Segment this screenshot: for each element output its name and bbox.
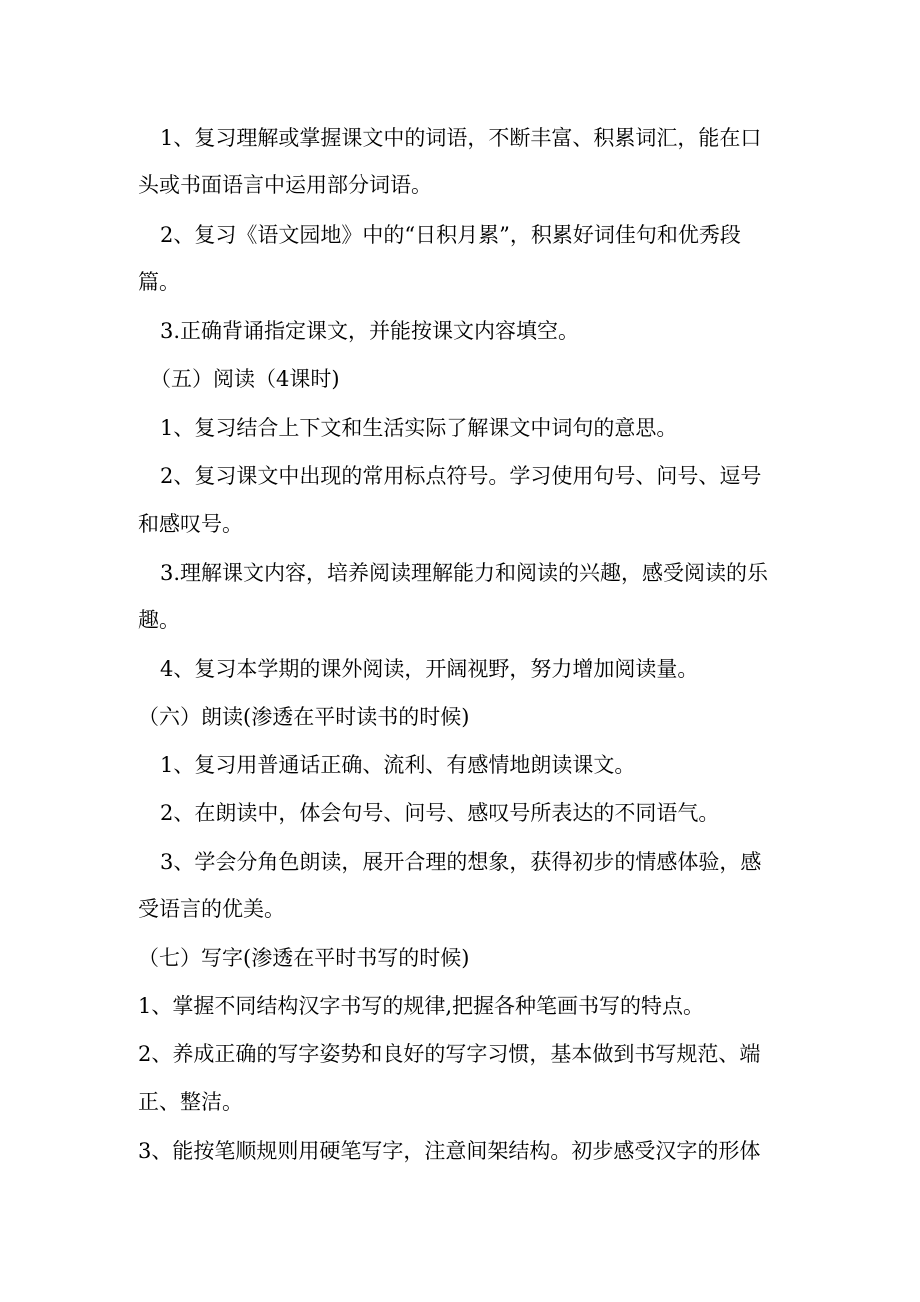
section-heading: （六）朗读(渗透在平时读书的时候) bbox=[138, 705, 470, 729]
paragraph-line: 4、复习本学期的课外阅读，开阔视野，努力增加阅读量。 bbox=[160, 657, 699, 681]
paragraph-line: 趣。 bbox=[138, 608, 180, 632]
paragraph-line: 1、复习用普通话正确、流利、有感情地朗读课文。 bbox=[160, 753, 636, 777]
paragraph-line: 2、在朗读中，体会句号、问号、感叹号所表达的不同语气。 bbox=[160, 801, 720, 825]
paragraph-line: 3.理解课文内容，培养阅读理解能力和阅读的兴趣，感受阅读的乐 bbox=[160, 561, 769, 585]
paragraph-line: 2、复习《语文园地》中的“日积月累”，积累好词佳句和优秀段 bbox=[160, 223, 741, 247]
paragraph-line: 3、能按笔顺规则用硬笔写字，注意间架结构。初步感受汉字的形体 bbox=[138, 1139, 761, 1163]
paragraph-line: 1、复习理解或掌握课文中的词语，不断丰富、积累词汇，能在口 bbox=[160, 126, 762, 150]
paragraph-line: 3、学会分角色朗读，展开合理的想象，获得初步的情感体验，感 bbox=[160, 850, 762, 874]
paragraph-line: 3.正确背诵指定课文，并能按课文内容填空。 bbox=[160, 319, 580, 343]
paragraph-line: 正、整洁。 bbox=[138, 1090, 243, 1114]
paragraph-line: 1、复习结合上下文和生活实际了解课文中词句的意思。 bbox=[160, 416, 678, 440]
paragraph-line: 头或书面语言中运用部分词语。 bbox=[138, 173, 432, 197]
paragraph-line: 2、复习课文中出现的常用标点符号。学习使用句号、问号、逗号 bbox=[160, 464, 762, 488]
paragraph-line: 2、养成正确的写字姿势和良好的写字习惯，基本做到书写规范、端 bbox=[138, 1042, 761, 1066]
paragraph-line: 和感叹号。 bbox=[138, 512, 243, 536]
paragraph-line: 1、掌握不同结构汉字书写的规律,把握各种笔画书写的特点。 bbox=[138, 994, 705, 1018]
section-heading: （五）阅读（4课时) bbox=[150, 367, 340, 391]
paragraph-line: 篇。 bbox=[138, 270, 180, 294]
section-heading: （七）写字(渗透在平时书写的时候) bbox=[138, 946, 470, 970]
paragraph-line: 受语言的优美。 bbox=[138, 897, 285, 921]
